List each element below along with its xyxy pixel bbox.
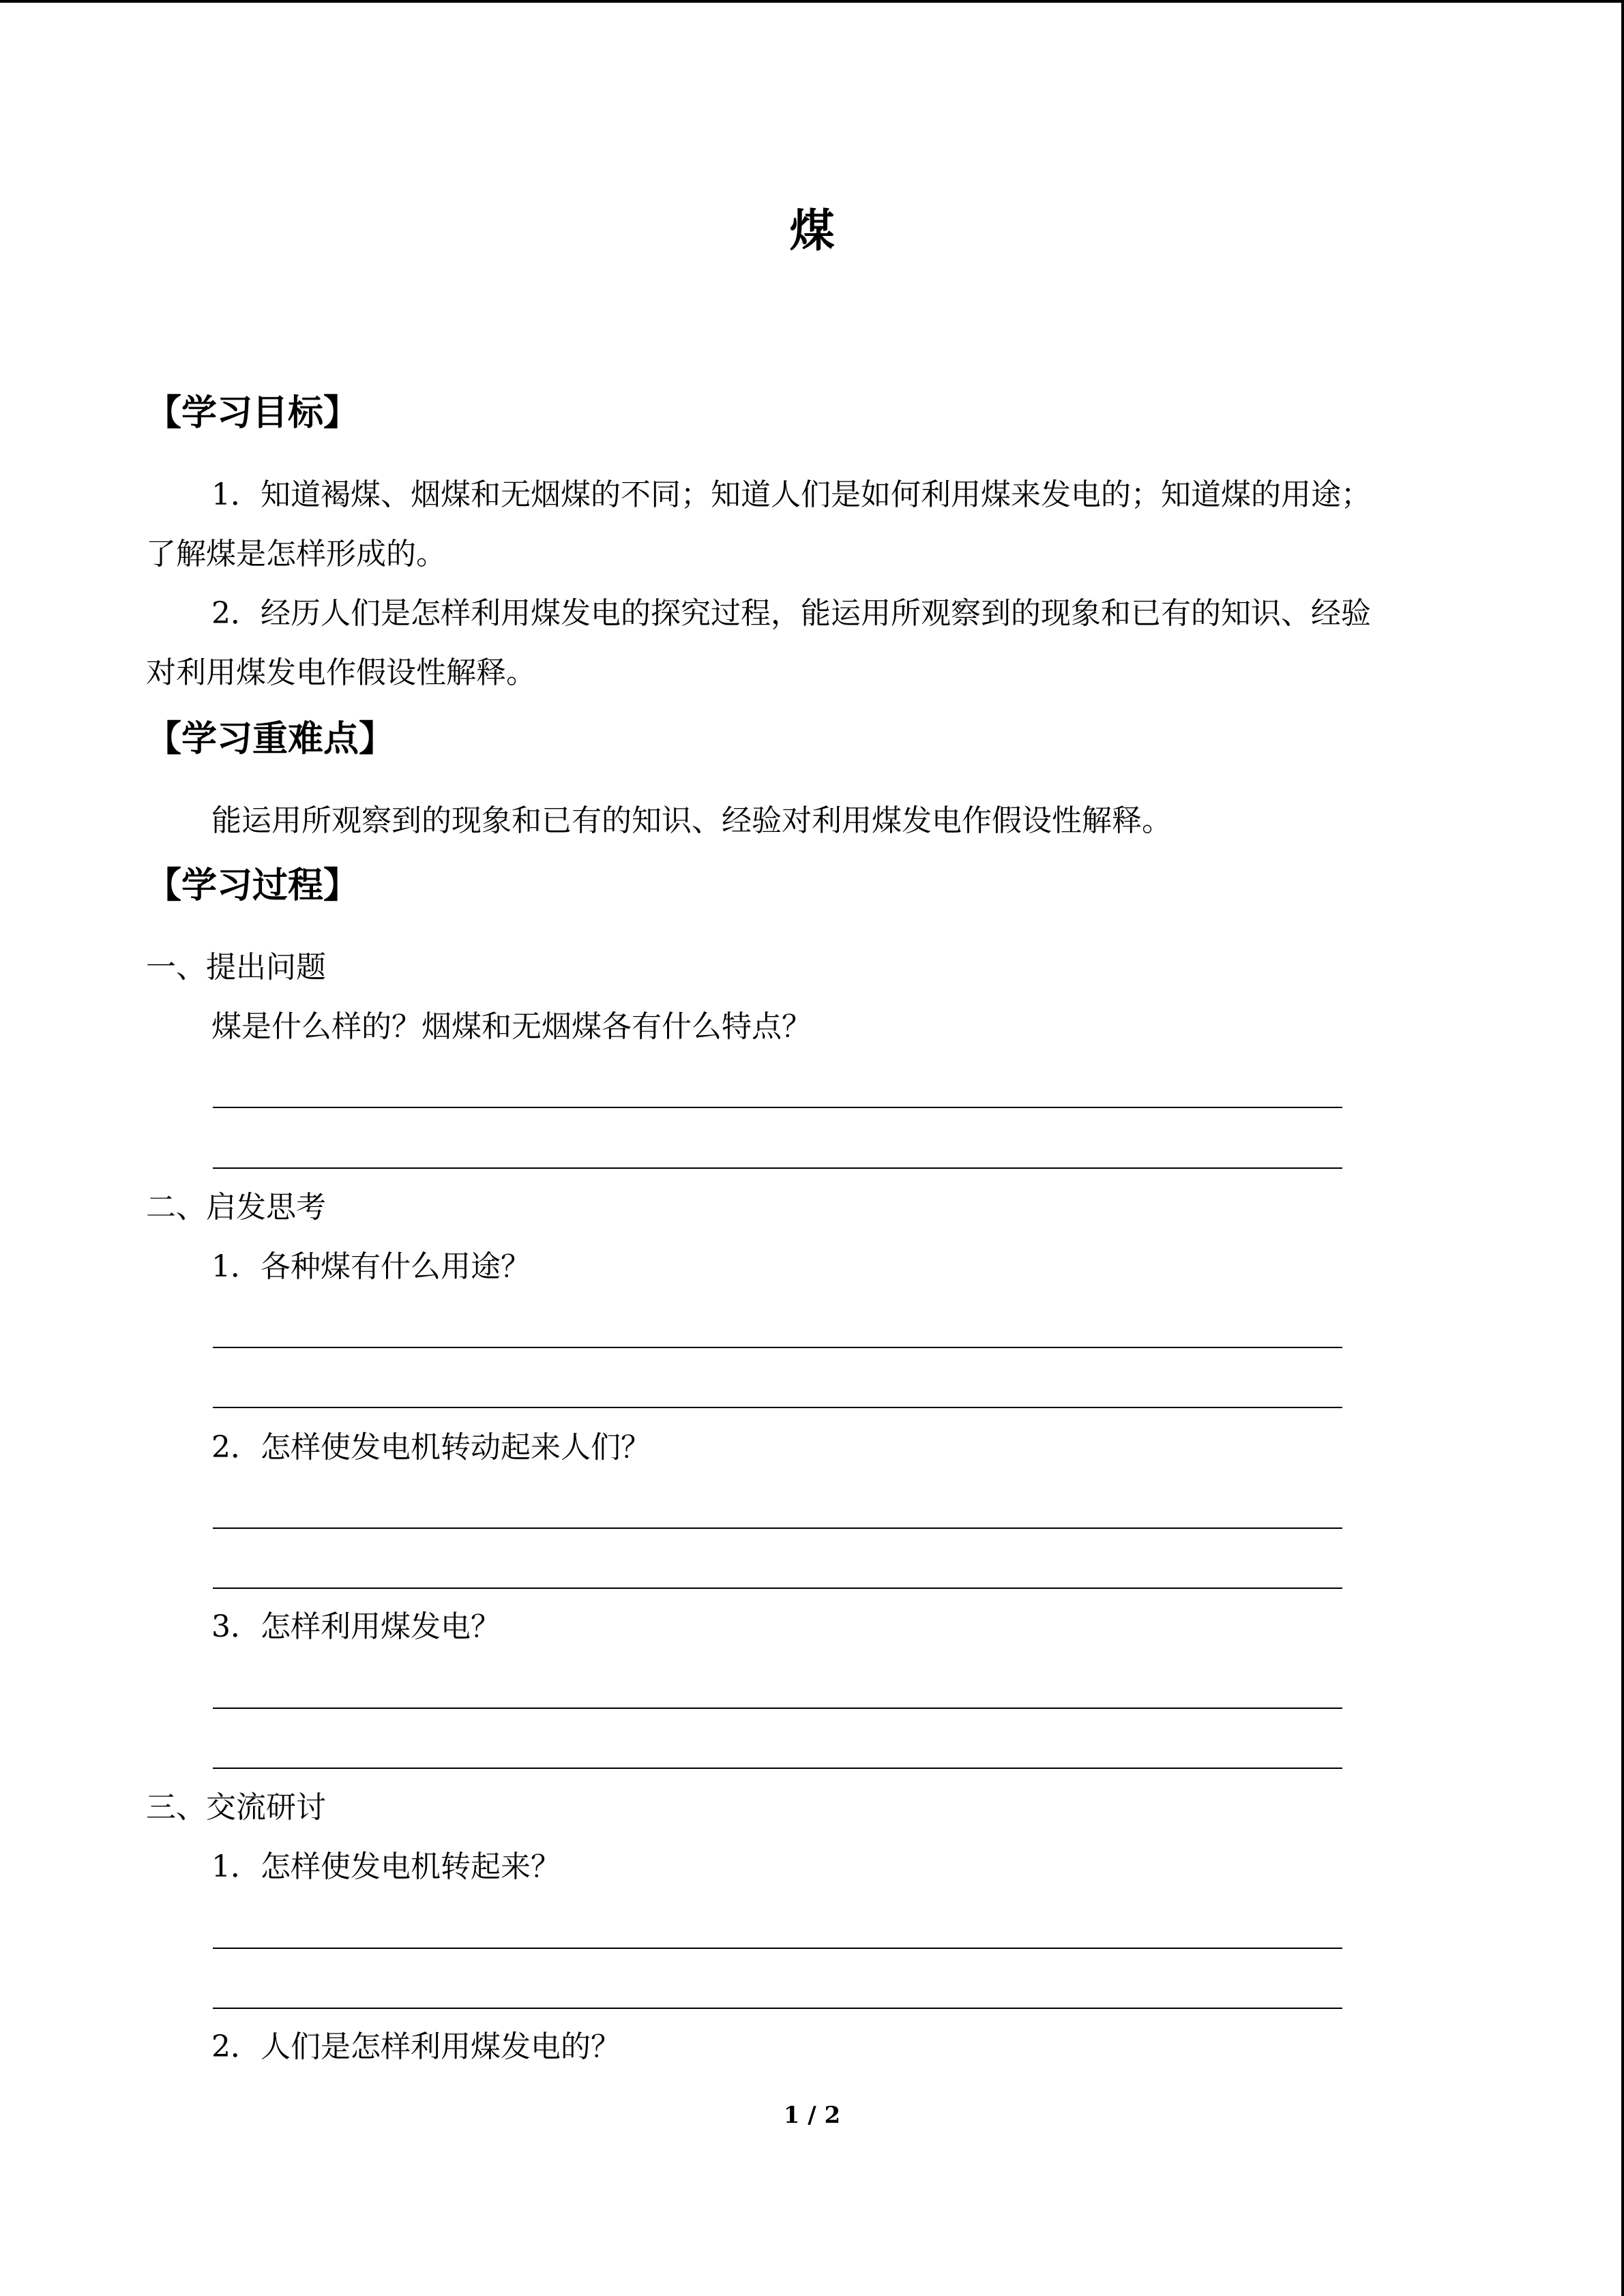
- section-1-title: 一、提出问题: [146, 950, 326, 985]
- answer-line: [213, 1167, 1342, 1169]
- answer-line: [213, 1768, 1342, 1769]
- answer-line: [213, 1407, 1342, 1408]
- answer-line: [213, 2008, 1342, 2009]
- page-title: 煤: [789, 204, 835, 257]
- objective-2-line-1: 2．经历人们是怎样利用煤发电的探究过程，能运用所观察到的现象和已有的知识、经验: [211, 596, 1371, 631]
- objective-1-line-2: 了解煤是怎样形成的。: [146, 537, 446, 571]
- key-points-text: 能运用所观察到的现象和已有的知识、经验对利用煤发电作假设性解释。: [211, 803, 1172, 838]
- section-2-question-3: 3．怎样利用煤发电？: [211, 1609, 501, 1644]
- page-number: 1 / 2: [783, 2102, 841, 2129]
- answer-line: [213, 1107, 1342, 1108]
- page-border-top: [0, 0, 1624, 3]
- section-2-question-1: 1．各种煤有什么用途？: [211, 1249, 531, 1284]
- section-2-question-2: 2．怎样使发电机转动起来人们？: [211, 1430, 651, 1465]
- answer-line: [213, 1527, 1342, 1529]
- section-2-title: 二、启发思考: [146, 1190, 326, 1225]
- section-1-question: 煤是什么样的？烟煤和无烟煤各有什么特点？: [211, 1009, 812, 1044]
- answer-line: [213, 1708, 1342, 1709]
- page-border-right: [1621, 0, 1624, 2296]
- key-points-heading: 【学习重难点】: [146, 718, 395, 760]
- section-3-question-2: 2．人们是怎样利用煤发电的？: [211, 2029, 621, 2064]
- answer-line: [213, 1587, 1342, 1589]
- section-3-title: 三、交流研讨: [146, 1790, 326, 1825]
- objective-2-line-2: 对利用煤发电作假设性解释。: [146, 655, 536, 690]
- section-3-question-1: 1．怎样使发电机转起来？: [211, 1849, 561, 1884]
- answer-line: [213, 1347, 1342, 1348]
- objective-1-line-1: 1．知道褐煤、烟煤和无烟煤的不同；知道人们是如何利用煤来发电的；知道煤的用途；: [211, 477, 1371, 512]
- process-heading: 【学习过程】: [146, 865, 359, 906]
- answer-line: [213, 1948, 1342, 1949]
- objectives-heading: 【学习目标】: [146, 392, 359, 434]
